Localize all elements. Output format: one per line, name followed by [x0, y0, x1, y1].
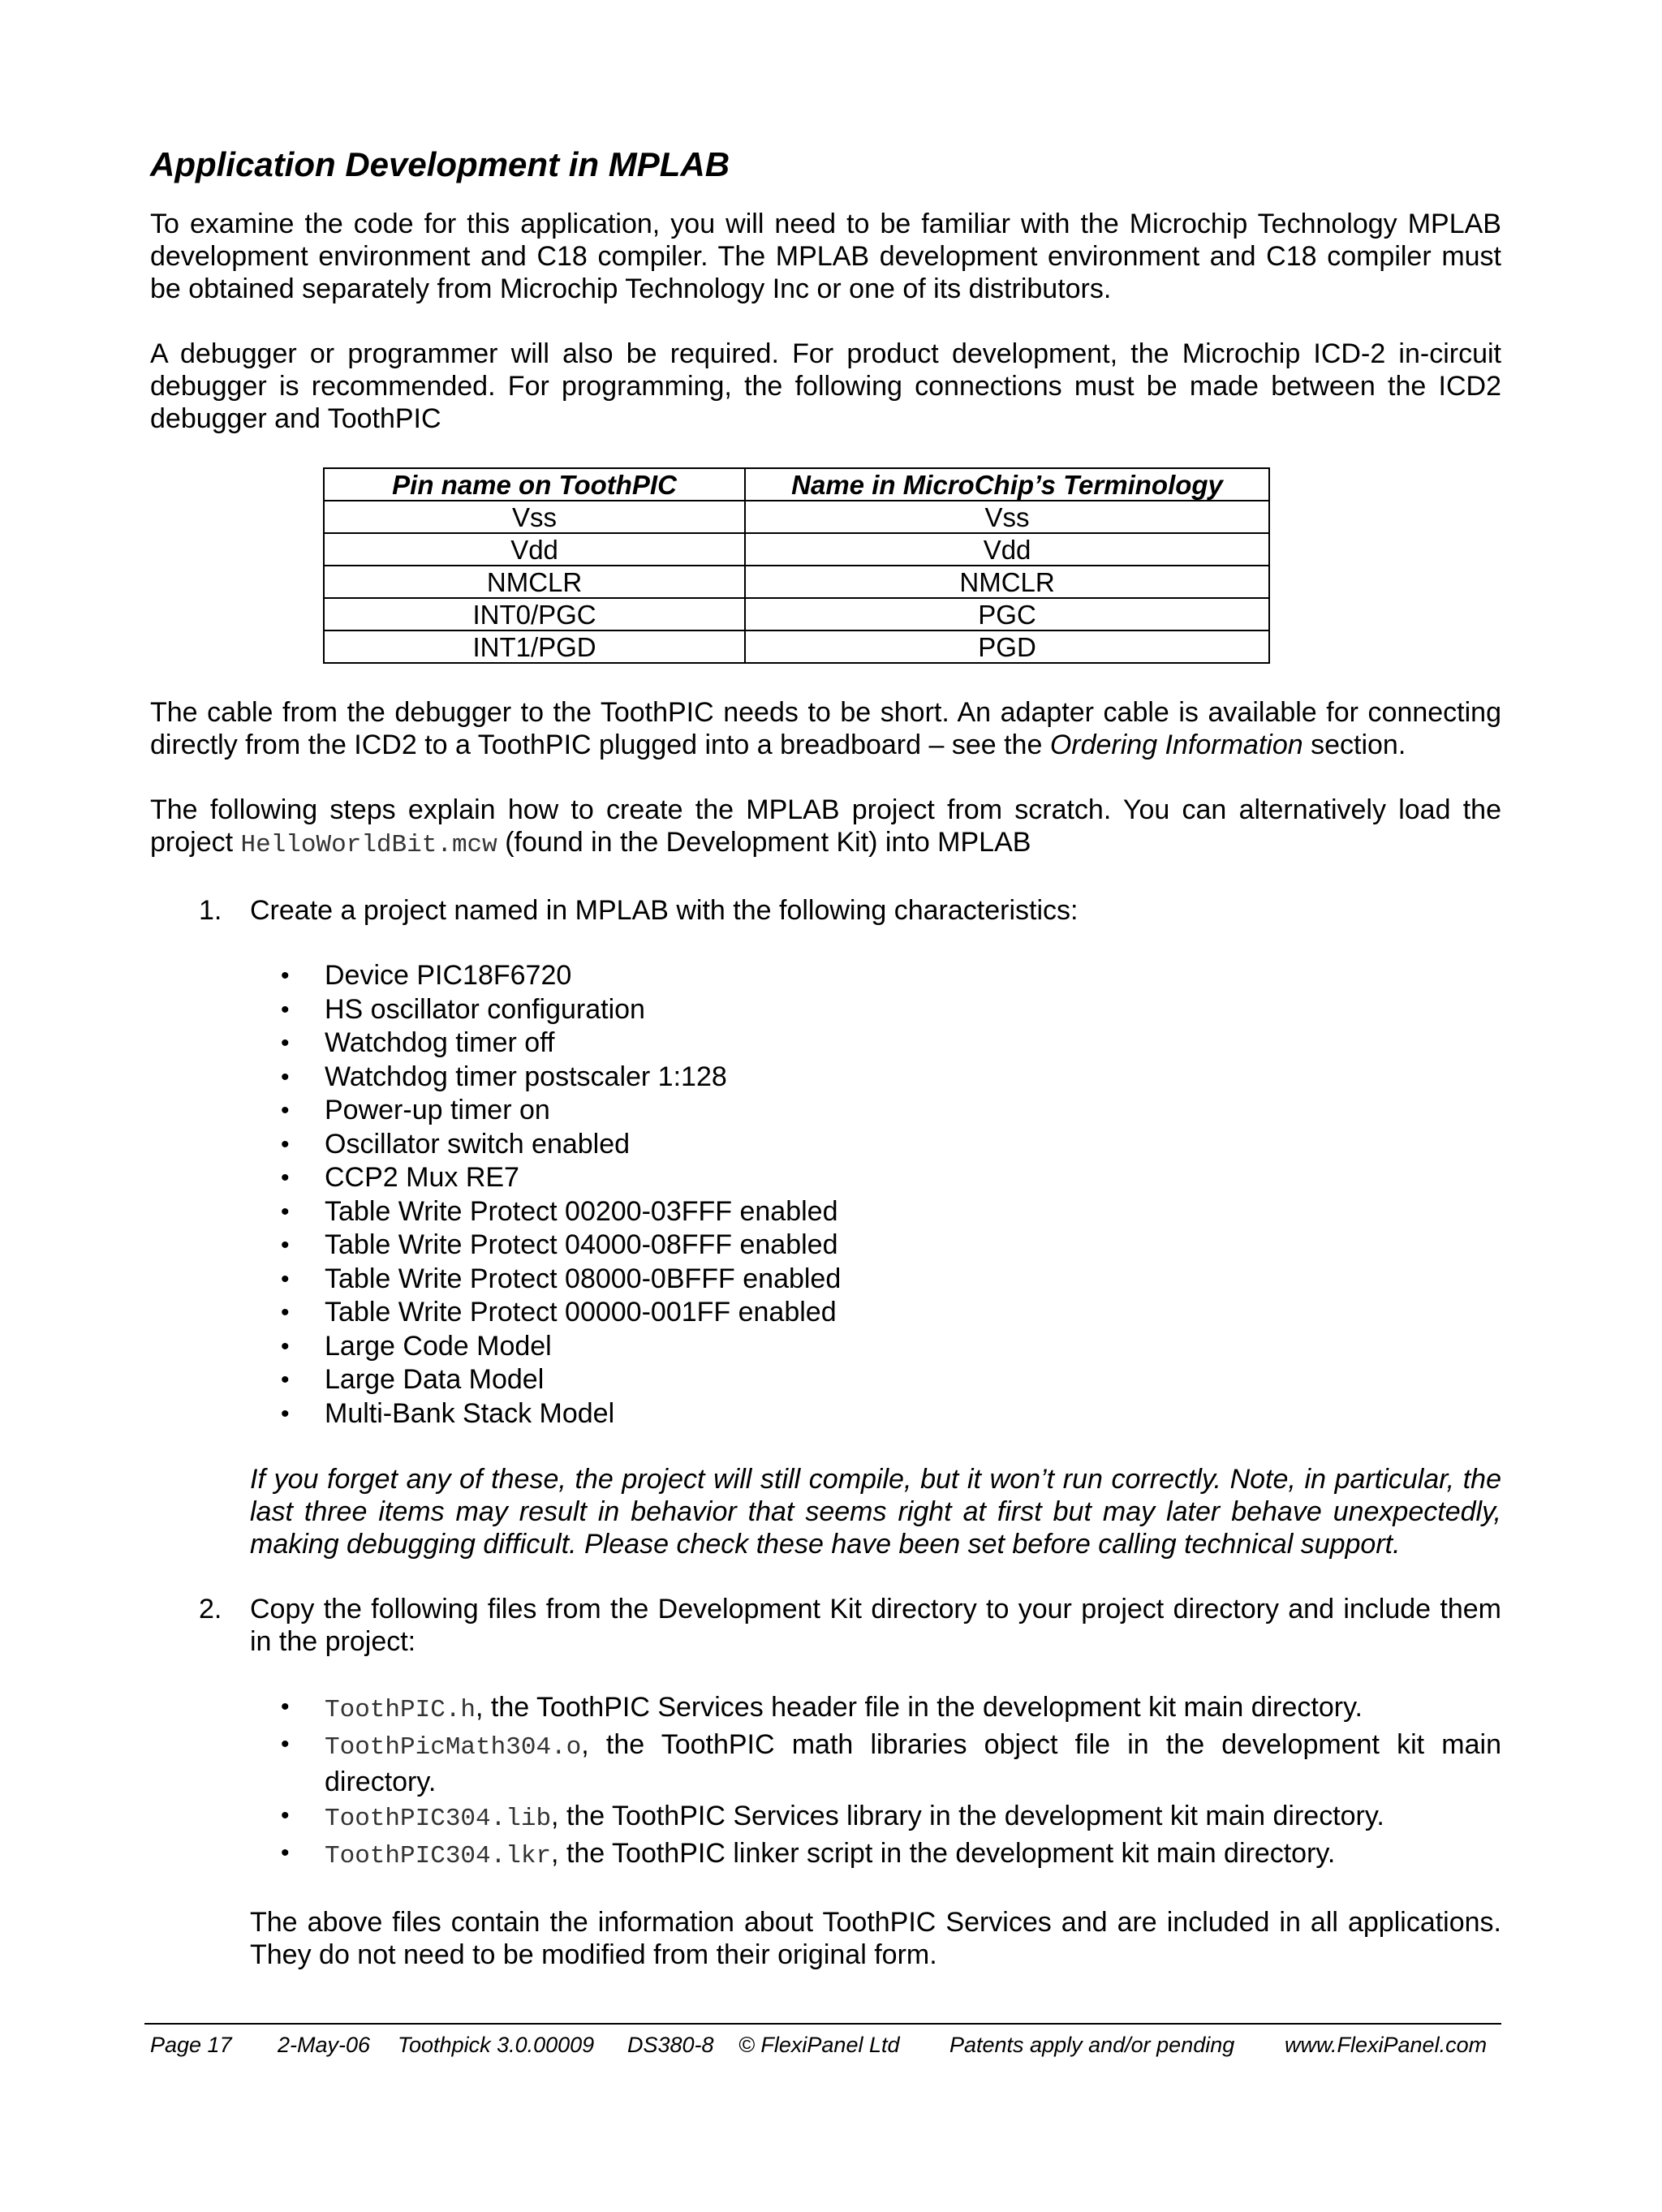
table-cell: INT1/PGD [324, 630, 745, 663]
list-item: • Table Write Protect 00000-001FF enabled [250, 1296, 1501, 1330]
configuration-warning-note: If you forget any of these, the project will still compile, but it won’t run correctly. Note, in particular, the last three items may result in behavior that seems right at first but may later behave unexpectedly, making debugging difficult. Please check these have been set before calling technical support. [250, 1464, 1501, 1560]
steps-paragraph [150, 794, 1501, 862]
intro-paragraph-1: To examine the code for this application, you will need to be familiar with the Microchip Technology MPLAB development environment and C18 compiler. The MPLAB development environment and C18 compiler must be obtained separately from Microchip Technology Inc or one of its distributors. [150, 209, 1501, 304]
footer-page-number: Page 17 [150, 2033, 232, 2057]
table-cell: Vss [745, 501, 1269, 533]
footer-patents: Patents apply and/or pending [949, 2033, 1235, 2057]
footer-website: www.FlexiPanel.com [1285, 2033, 1488, 2057]
file-name: ToothPIC304.lkr [325, 1842, 552, 1870]
bullet-icon: • [281, 1400, 290, 1427]
steps-text-end: (found in the Development Kit) into MPLAB [497, 827, 1031, 858]
file-description: , the ToothPIC Services header file in the development kit main directory. [476, 1692, 1363, 1723]
list-item: • Large Data Model [250, 1363, 1501, 1397]
step-2 [150, 1593, 1501, 1971]
list-item: • HS oscillator configuration [250, 993, 1501, 1027]
steps-text: The following steps explain how to create the MPLAB project from scratch. You can alternatively load the project [150, 794, 1501, 858]
list-item [250, 1690, 1501, 1728]
ordering-information-reference: Ordering Information [1049, 729, 1303, 760]
list-item: • CCP2 Mux RE7 [250, 1161, 1501, 1195]
required-files-list [250, 1690, 1501, 1874]
bullet-icon: • [281, 1198, 290, 1225]
cable-paragraph [150, 696, 1501, 761]
step-1-number: 1. [199, 895, 222, 926]
bullet-icon: • [281, 962, 290, 989]
table-cell: NMCLR [324, 566, 745, 598]
step-2-text: Copy the following files from the Development Kit directory to your project directory and include them in the project: [250, 1594, 1501, 1657]
table-header-microchip: Name in MicroChip’s Terminology [745, 468, 1269, 501]
table-cell: PGC [745, 598, 1269, 630]
page-content [150, 144, 1501, 2003]
bullet-icon: • [281, 1366, 290, 1393]
list-item [250, 1728, 1501, 1799]
list-item: • Watchdog timer off [250, 1026, 1501, 1061]
bullet-icon: • [281, 1332, 290, 1360]
table-row [324, 533, 1269, 566]
cable-text-end: section. [1302, 729, 1406, 760]
bullet-icon: • [281, 1130, 290, 1158]
intro-paragraph-2: A debugger or programmer will also be required. For product development, the Microchip ICD-2 in-circuit debugger is recommended. For programming, the following connections must be made between the ICD2 debugger and ToothPIC [150, 338, 1501, 434]
list-item: • Power-up timer on [250, 1094, 1501, 1128]
list-item [250, 1836, 1501, 1874]
file-description: , the ToothPIC Services library in the development kit main directory. [551, 1801, 1384, 1831]
table-row [324, 630, 1269, 663]
bullet-icon: • [281, 1299, 290, 1326]
table-row [324, 598, 1269, 630]
table-header-toothpic: Pin name on ToothPIC [324, 468, 745, 501]
file-description: , the ToothPIC linker script in the development kit main directory. [551, 1838, 1336, 1869]
step-2-number: 2. [199, 1594, 222, 1625]
bullet-icon: • [281, 1097, 290, 1124]
footer-divider [144, 2023, 1501, 2025]
file-name: ToothPicMath304.o [325, 1733, 582, 1762]
list-item: • Watchdog timer postscaler 1:128 [250, 1061, 1501, 1095]
table-cell: PGD [745, 630, 1269, 663]
bullet-icon: • [281, 1840, 290, 1866]
bullet-icon: • [281, 996, 290, 1023]
list-item: • Oscillator switch enabled [250, 1128, 1501, 1162]
section-heading: Application Development in MPLAB [150, 145, 730, 183]
bullet-icon: • [281, 1030, 290, 1057]
pin-mapping-table [323, 467, 1270, 664]
cable-text: The cable from the debugger to the ToothPIC needs to be short. An adapter cable is available for connecting directly from the ICD2 to a ToothPIC plugged into a breadboard – see the [150, 697, 1501, 760]
files-closing-paragraph: The above files contain the information about ToothPIC Services and are included in all applications. They do not need to be modified from their original form. [250, 1907, 1501, 1970]
footer-date: 2-May-06 [278, 2033, 371, 2057]
footer-copyright: © FlexiPanel Ltd [738, 2033, 900, 2057]
table-row [324, 566, 1269, 598]
table-cell: Vdd [745, 533, 1269, 566]
bullet-icon: • [281, 1164, 290, 1191]
footer-product: Toothpick 3.0.00009 [398, 2033, 595, 2057]
table-cell: NMCLR [745, 566, 1269, 598]
table-cell: Vdd [324, 533, 745, 566]
list-item [250, 1799, 1501, 1836]
list-item: • Table Write Protect 08000-0BFFF enabled [250, 1263, 1501, 1297]
bullet-icon: • [281, 1731, 290, 1758]
bullet-icon: • [281, 1063, 290, 1091]
table-cell: INT0/PGC [324, 598, 745, 630]
table-row [324, 501, 1269, 533]
bullet-icon: • [281, 1693, 290, 1720]
bullet-icon: • [281, 1265, 290, 1293]
bullet-icon: • [281, 1802, 290, 1829]
table-cell: Vss [324, 501, 745, 533]
list-item: • Table Write Protect 04000-08FFF enabled [250, 1229, 1501, 1263]
list-item: • Large Code Model [250, 1330, 1501, 1364]
step-1-text: Create a project named in MPLAB with the following characteristics: [250, 895, 1079, 926]
file-name: ToothPIC304.lib [325, 1805, 552, 1833]
footer-doc-id: DS380-8 [627, 2033, 714, 2057]
step-1 [150, 894, 1501, 1560]
file-name: ToothPIC.h [325, 1696, 476, 1724]
file-description: , the ToothPIC math libraries object file in the development kit main directory. [325, 1729, 1501, 1797]
list-item: • Table Write Protect 00200-03FFF enabled [250, 1195, 1501, 1229]
project-characteristics-list [250, 959, 1501, 1431]
list-item: • Device PIC18F6720 [250, 959, 1501, 993]
list-item: • Multi-Bank Stack Model [250, 1397, 1501, 1431]
project-file-name: HelloWorldBit.mcw [240, 831, 497, 859]
bullet-icon: • [281, 1232, 290, 1259]
table-header-row [324, 468, 1269, 501]
